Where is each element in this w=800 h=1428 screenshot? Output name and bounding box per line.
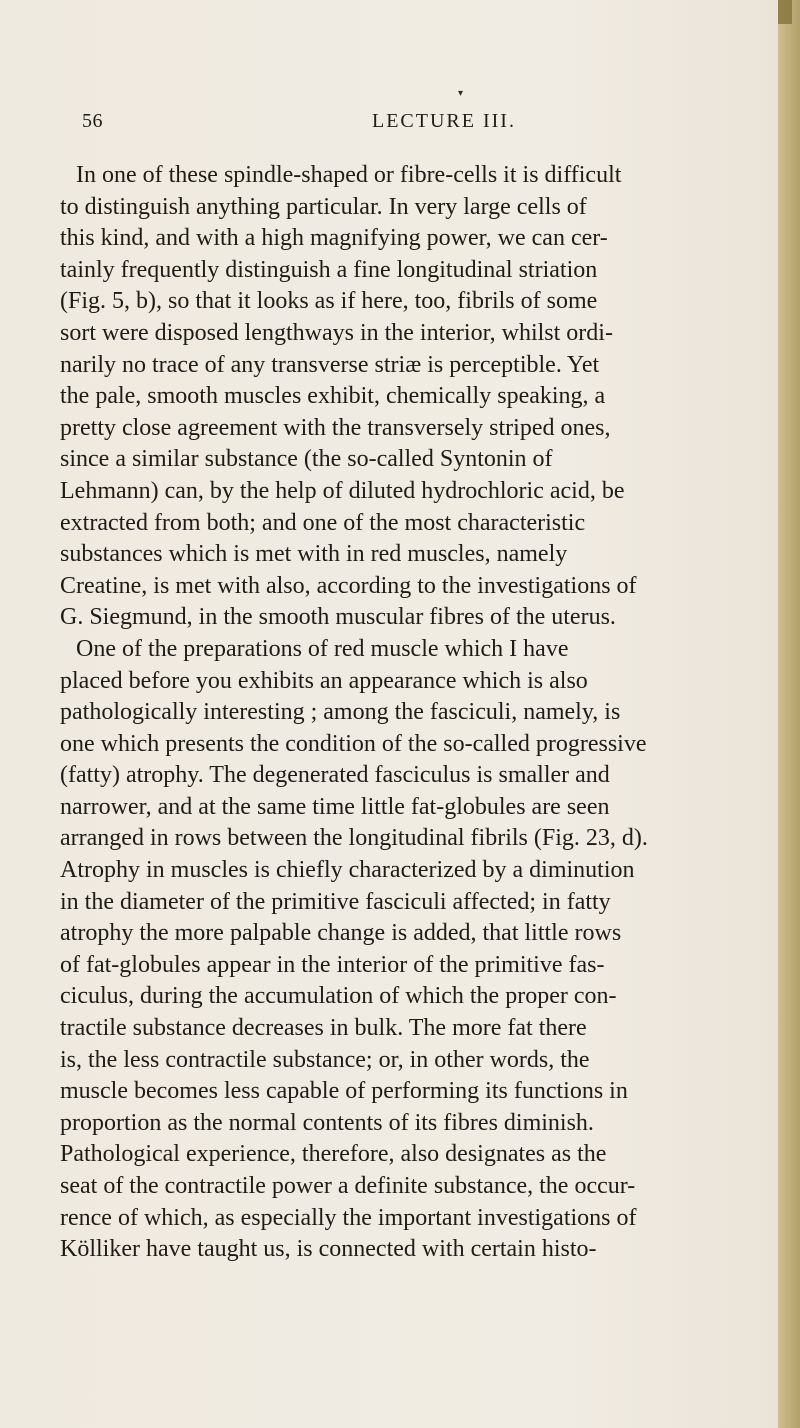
page-number: 56 — [82, 110, 103, 132]
text-line: (Fig. 5, b), so that it looks as if here, too, fibrils of some — [60, 288, 598, 315]
page-edge — [778, 0, 800, 1428]
text-line: the pale, smooth muscles exhibit, chemically speaking, a — [60, 383, 606, 410]
text-line: muscle becomes less capable of performing its functions in — [60, 1078, 628, 1105]
text-line: G. Siegmund, in the smooth muscular fibres of the uterus. — [60, 604, 616, 631]
text-line: tractile substance decreases in bulk. The more fat there — [60, 1015, 587, 1042]
text-line: tainly frequently distinguish a fine longitudinal striation — [60, 256, 598, 283]
text-line: atrophy the more palpable change is added, that little rows — [60, 920, 622, 947]
text-line: narrower, and at the same time little fat-globules are seen — [60, 793, 610, 820]
text-line: In one of these spindle-shaped or fibre-cells it is difficult — [76, 162, 622, 188]
text-line: Creatine, is met with also, according to the investigations of — [60, 572, 637, 599]
text-line: (fatty) atrophy. The degenerated fasciculus is smaller and — [60, 762, 610, 789]
text-line: Atrophy in muscles is chiefly characterized by a diminution — [60, 857, 635, 884]
text-line: pathologically interesting ; among the fasciculi, namely, is — [60, 699, 621, 726]
printer-mark-icon: ▾ — [458, 88, 464, 99]
text-line: seat of the contractile power a definite substance, the occur- — [60, 1173, 636, 1199]
text-line: to distinguish anything particular. In very large cells of — [60, 193, 587, 220]
text-line: proportion as the normal contents of its fibres diminish. — [60, 1109, 594, 1136]
page-edge-mark — [778, 0, 792, 24]
text-line: this kind, and with a high magnifying power, we can cer- — [60, 225, 608, 252]
text-line: rence of which, as especially the important investigations of — [60, 1204, 637, 1231]
text-line: extracted from both; and one of the most characteristic — [60, 509, 586, 536]
text-line: arranged in rows between the longitudinal fibrils (Fig. 23, d). — [60, 825, 648, 852]
running-head: LECTURE III. — [372, 110, 516, 132]
text-line: narily no trace of any transverse striæ is perceptible. Yet — [60, 351, 600, 378]
text-line: substances which is met with in red muscles, namely — [60, 541, 568, 568]
text-line: ciculus, during the accumulation of which the proper con- — [60, 983, 617, 1010]
text-line: in the diameter of the primitive fasciculi affected; in fatty — [60, 888, 611, 915]
text-line: one which presents the condition of the so-called progressive — [60, 730, 647, 757]
text-line: One of the preparations of red muscle which I have — [76, 635, 569, 662]
text-line: sort were disposed lengthways in the interior, whilst ordi- — [60, 319, 613, 346]
page-header — [82, 110, 742, 138]
text-line: since a similar substance (the so-called Syntonin of — [60, 446, 553, 473]
text-line: of fat-globules appear in the interior of the primitive fas- — [60, 951, 605, 978]
text-line: pretty close agreement with the transversely striped ones, — [60, 414, 611, 441]
text-line: placed before you exhibits an appearance which is also — [60, 667, 588, 694]
text-line: Lehmann) can, by the help of diluted hydrochloric acid, be — [60, 477, 625, 504]
text-line: Kölliker have taught us, is connected with certain histo- — [60, 1236, 597, 1263]
text-line: Pathological experience, therefore, also designates as the — [60, 1141, 607, 1168]
text-line: is, the less contractile substance; or, in other words, the — [60, 1046, 590, 1073]
body-text — [60, 160, 740, 1266]
